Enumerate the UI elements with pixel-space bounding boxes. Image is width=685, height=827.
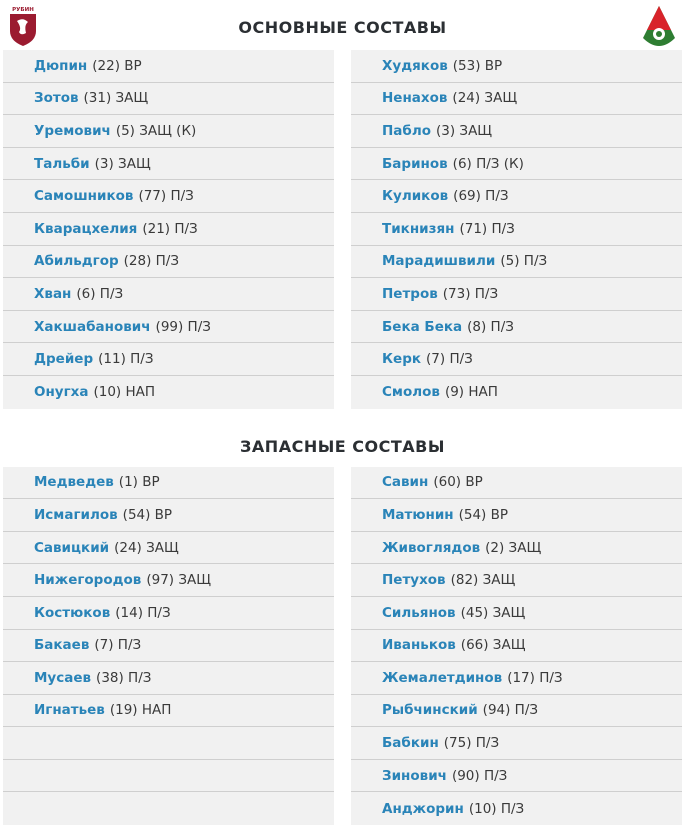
player-name[interactable]: Петухов [382,572,446,589]
lineup-row [351,727,682,760]
player-info: (17) П/З [507,669,563,686]
player-name[interactable]: Самошников [34,188,134,205]
player-name[interactable]: Худяков [382,57,448,74]
player-info: (71) П/З [459,220,515,237]
player-name[interactable]: Смолов [382,384,440,401]
player-name[interactable]: Матюнин [382,506,454,523]
lineup-row [351,311,682,344]
lineup-row [3,499,334,532]
home-subs-column [3,467,334,826]
lineup-row [3,564,334,597]
lineup-row [351,564,682,597]
player-name[interactable]: Хван [34,285,72,302]
player-info: (73) П/З [442,285,499,302]
lineup-row [3,83,334,116]
lineup-row [351,630,682,663]
player-info: (77) П/З [138,188,194,205]
empty-row [3,792,334,825]
player-name[interactable]: Иваньков [382,637,456,654]
player-info: (99) П/З [155,318,211,335]
player-name[interactable]: Сильянов [382,604,456,621]
lineup-row [3,180,334,213]
away-starting-column [351,50,682,409]
player-info: (97) ЗАЩ [146,572,212,589]
player-info: (7) П/З [94,637,142,654]
player-name[interactable]: Анджорин [382,800,464,817]
player-info: (10) НАП [93,384,156,401]
lineup-row [351,792,682,825]
player-info: (6) П/З [76,285,124,302]
player-name[interactable]: Пабло [382,122,431,139]
player-info: (3) ЗАЩ [436,122,493,139]
lineup-row [3,467,334,500]
player-name[interactable]: Баринов [382,155,448,172]
player-info: (7) П/З [426,351,473,368]
home-starting-column [3,50,334,409]
lineup-row [351,246,682,279]
player-name[interactable]: Петров [382,285,438,302]
substitutes-title: ЗАПАСНЫЕ СОСТАВЫ [240,436,445,456]
player-info: (2) ЗАЩ [485,539,542,556]
player-info: (69) П/З [453,188,509,205]
player-info: (54) ВР [458,506,509,523]
player-name[interactable]: Мусаев [34,669,92,686]
player-name[interactable]: Дюпин [34,57,88,74]
lineup-row [351,343,682,376]
lineup-row [351,376,682,409]
rubin-crest-icon[interactable] [6,5,40,47]
player-info: (22) ВР [92,57,142,74]
lineup-row [351,532,682,565]
player-info: (1) ВР [118,474,160,491]
player-name[interactable]: Хакшабанович [34,318,151,335]
player-name[interactable]: Бабкин [382,735,439,752]
player-info: (24) ЗАЩ [452,90,518,107]
player-name[interactable]: Тальби [34,155,90,172]
lineup-row [351,180,682,213]
player-name[interactable]: Кварацхелия [34,220,138,237]
lineup-row [3,50,334,83]
lineup-row [3,376,334,409]
player-name[interactable]: Исмагилов [34,506,118,523]
player-info: (8) П/З [467,318,514,335]
starting-lineups-grid [0,50,685,409]
player-name[interactable]: Савин [382,474,429,491]
lineup-row [3,213,334,246]
player-info: (38) П/З [96,669,152,686]
player-info: (9) НАП [444,384,498,401]
player-info: (5) ЗАЩ (К) [115,122,197,139]
lineup-row [3,695,334,728]
substitutes-header [0,417,685,467]
lineup-row [351,597,682,630]
player-name[interactable]: Уремович [34,122,111,139]
player-info: (31) ЗАЩ [83,90,149,107]
lineup-row [351,467,682,500]
player-info: (60) ВР [433,474,483,491]
lineup-row [351,83,682,116]
lineup-row [3,278,334,311]
lineup-row [351,148,682,181]
empty-row [3,760,334,793]
player-name[interactable]: Жемалетдинов [382,669,503,686]
player-info: (53) ВР [452,57,503,74]
lineup-row [351,213,682,246]
lineup-row [351,499,682,532]
player-name[interactable]: Медведев [34,474,114,491]
player-info: (28) П/З [123,253,180,270]
player-info: (54) ВР [122,506,173,523]
lineup-row [3,246,334,279]
player-info: (45) ЗАЩ [460,604,526,621]
substitutes-grid [0,467,685,826]
lineup-row [3,343,334,376]
player-name[interactable]: Дрейер [34,351,94,368]
player-info: (21) П/З [142,220,198,237]
lineup-row [351,50,682,83]
player-info: (94) П/З [482,702,539,719]
lineup-row [351,695,682,728]
player-info: (82) ЗАЩ [450,572,516,589]
player-name[interactable]: Керк [382,351,422,368]
starting-lineups-header [0,0,685,50]
player-name[interactable]: Бакаев [34,637,90,654]
player-name[interactable]: Нижегородов [34,572,142,589]
player-info: (90) П/З [451,767,508,784]
lineup-row [3,662,334,695]
player-name[interactable]: Ненахов [382,90,448,107]
player-name[interactable]: Тикнизян [382,220,455,237]
lineup-row [3,311,334,344]
player-name[interactable]: Рыбчинский [382,702,478,719]
player-name[interactable]: Онугха [34,384,89,401]
player-name[interactable]: Костюков [34,604,111,621]
player-name[interactable]: Абильдгор [34,253,119,270]
player-name[interactable]: Куликов [382,188,449,205]
player-info: (10) П/З [468,800,525,817]
lineup-row [351,662,682,695]
player-info: (75) П/З [443,735,500,752]
player-name[interactable]: Марадишвили [382,253,496,270]
player-info: (19) НАП [109,702,172,719]
player-info: (14) П/З [115,604,171,621]
player-info: (5) П/З [500,253,548,270]
starting-lineups-title: ОСНОВНЫЕ СОСТАВЫ [238,18,447,37]
lineup-row [351,760,682,793]
away-subs-column [351,467,682,826]
player-name[interactable]: Зинович [382,767,447,784]
player-name[interactable]: Живоглядов [382,539,481,556]
lokomotiv-crest-icon[interactable] [641,4,677,48]
empty-row [3,727,334,760]
lineup-row [3,148,334,181]
lineup-row [3,597,334,630]
player-name[interactable]: Бека Бека [382,318,463,335]
player-info: (11) П/З [98,351,154,368]
lineup-row [351,115,682,148]
lineup-row [3,630,334,663]
player-info: (3) ЗАЩ [94,155,151,172]
player-name[interactable]: Игнатьев [34,702,105,719]
player-info: (66) ЗАЩ [460,637,526,654]
rubin-logo-text: РУБИН [12,7,34,13]
player-info: (24) ЗАЩ [114,539,179,556]
player-name[interactable]: Зотов [34,90,79,107]
player-info: (6) П/З (К) [452,155,524,172]
lineup-row [3,532,334,565]
lineup-row [3,115,334,148]
player-name[interactable]: Савицкий [34,539,110,556]
lineup-row [351,278,682,311]
